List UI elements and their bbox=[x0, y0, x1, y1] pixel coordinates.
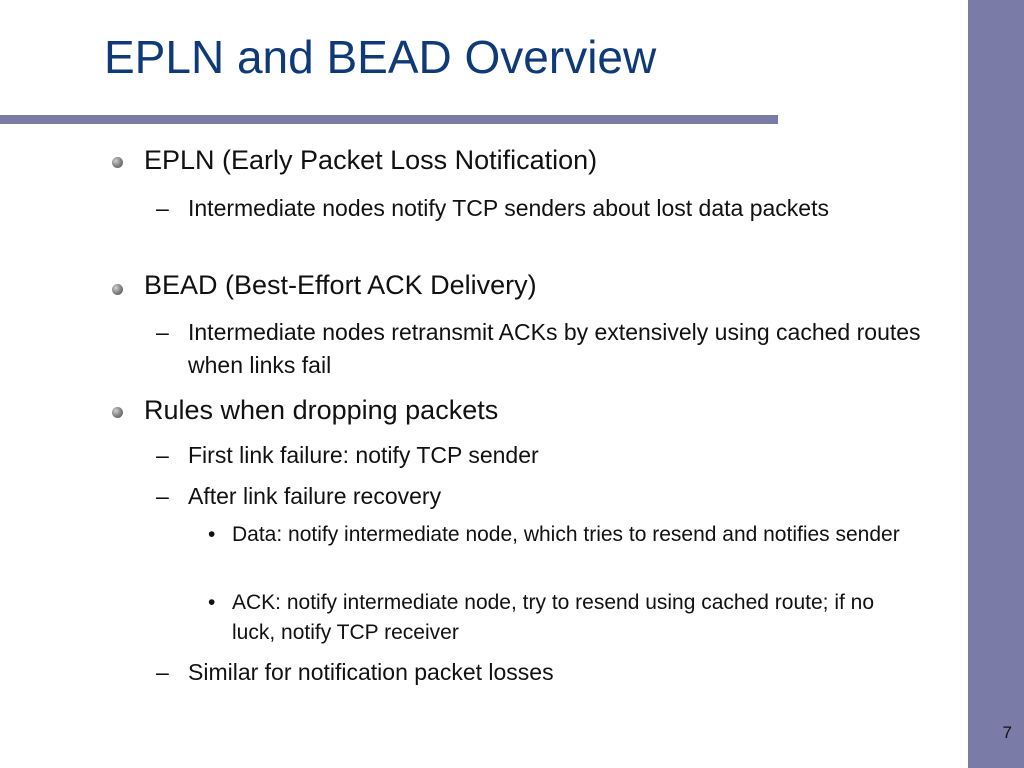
bullet-dot-icon bbox=[112, 157, 123, 168]
sub-bullet-text: Similar for notification packet losses bbox=[188, 659, 554, 685]
dash-marker: – bbox=[156, 319, 169, 345]
sub-bullet-text: First link failure: notify TCP sender bbox=[188, 442, 539, 468]
dot-marker: • bbox=[208, 523, 216, 546]
bullet-text: Rules when dropping packets bbox=[144, 395, 499, 425]
sub-bullet-text: Intermediate nodes notify TCP senders about lost data packets bbox=[188, 195, 829, 221]
sub-bullet-text: After link failure recovery bbox=[188, 483, 442, 509]
dash-marker: – bbox=[156, 483, 169, 509]
dash-marker: – bbox=[156, 195, 169, 221]
bullet-text: EPLN (Early Packet Loss Notification) bbox=[144, 145, 598, 175]
sub-sub-bullet-text: ACK: notify intermediate node, try to resend using cached route; if no luck, notify TCP receiver bbox=[232, 591, 875, 644]
bullet-text: BEAD (Best-Effort ACK Delivery) bbox=[144, 270, 537, 300]
sub-sub-bullet-text: Data: notify intermediate node, which tries to resend and notifies sender bbox=[232, 523, 900, 546]
slide-title: EPLN and BEAD Overview bbox=[104, 31, 657, 83]
dash-marker: – bbox=[156, 659, 169, 685]
dot-marker: • bbox=[208, 591, 216, 614]
page-number: 7 bbox=[1002, 723, 1012, 742]
dash-marker: – bbox=[156, 442, 169, 468]
bullet-dot-icon bbox=[112, 284, 123, 295]
sub-bullet-text: Intermediate nodes retransmit ACKs by extensively using cached routes when links fail bbox=[188, 319, 921, 378]
bullet-dot-icon bbox=[112, 407, 123, 418]
right-accent-bar bbox=[968, 0, 1024, 768]
